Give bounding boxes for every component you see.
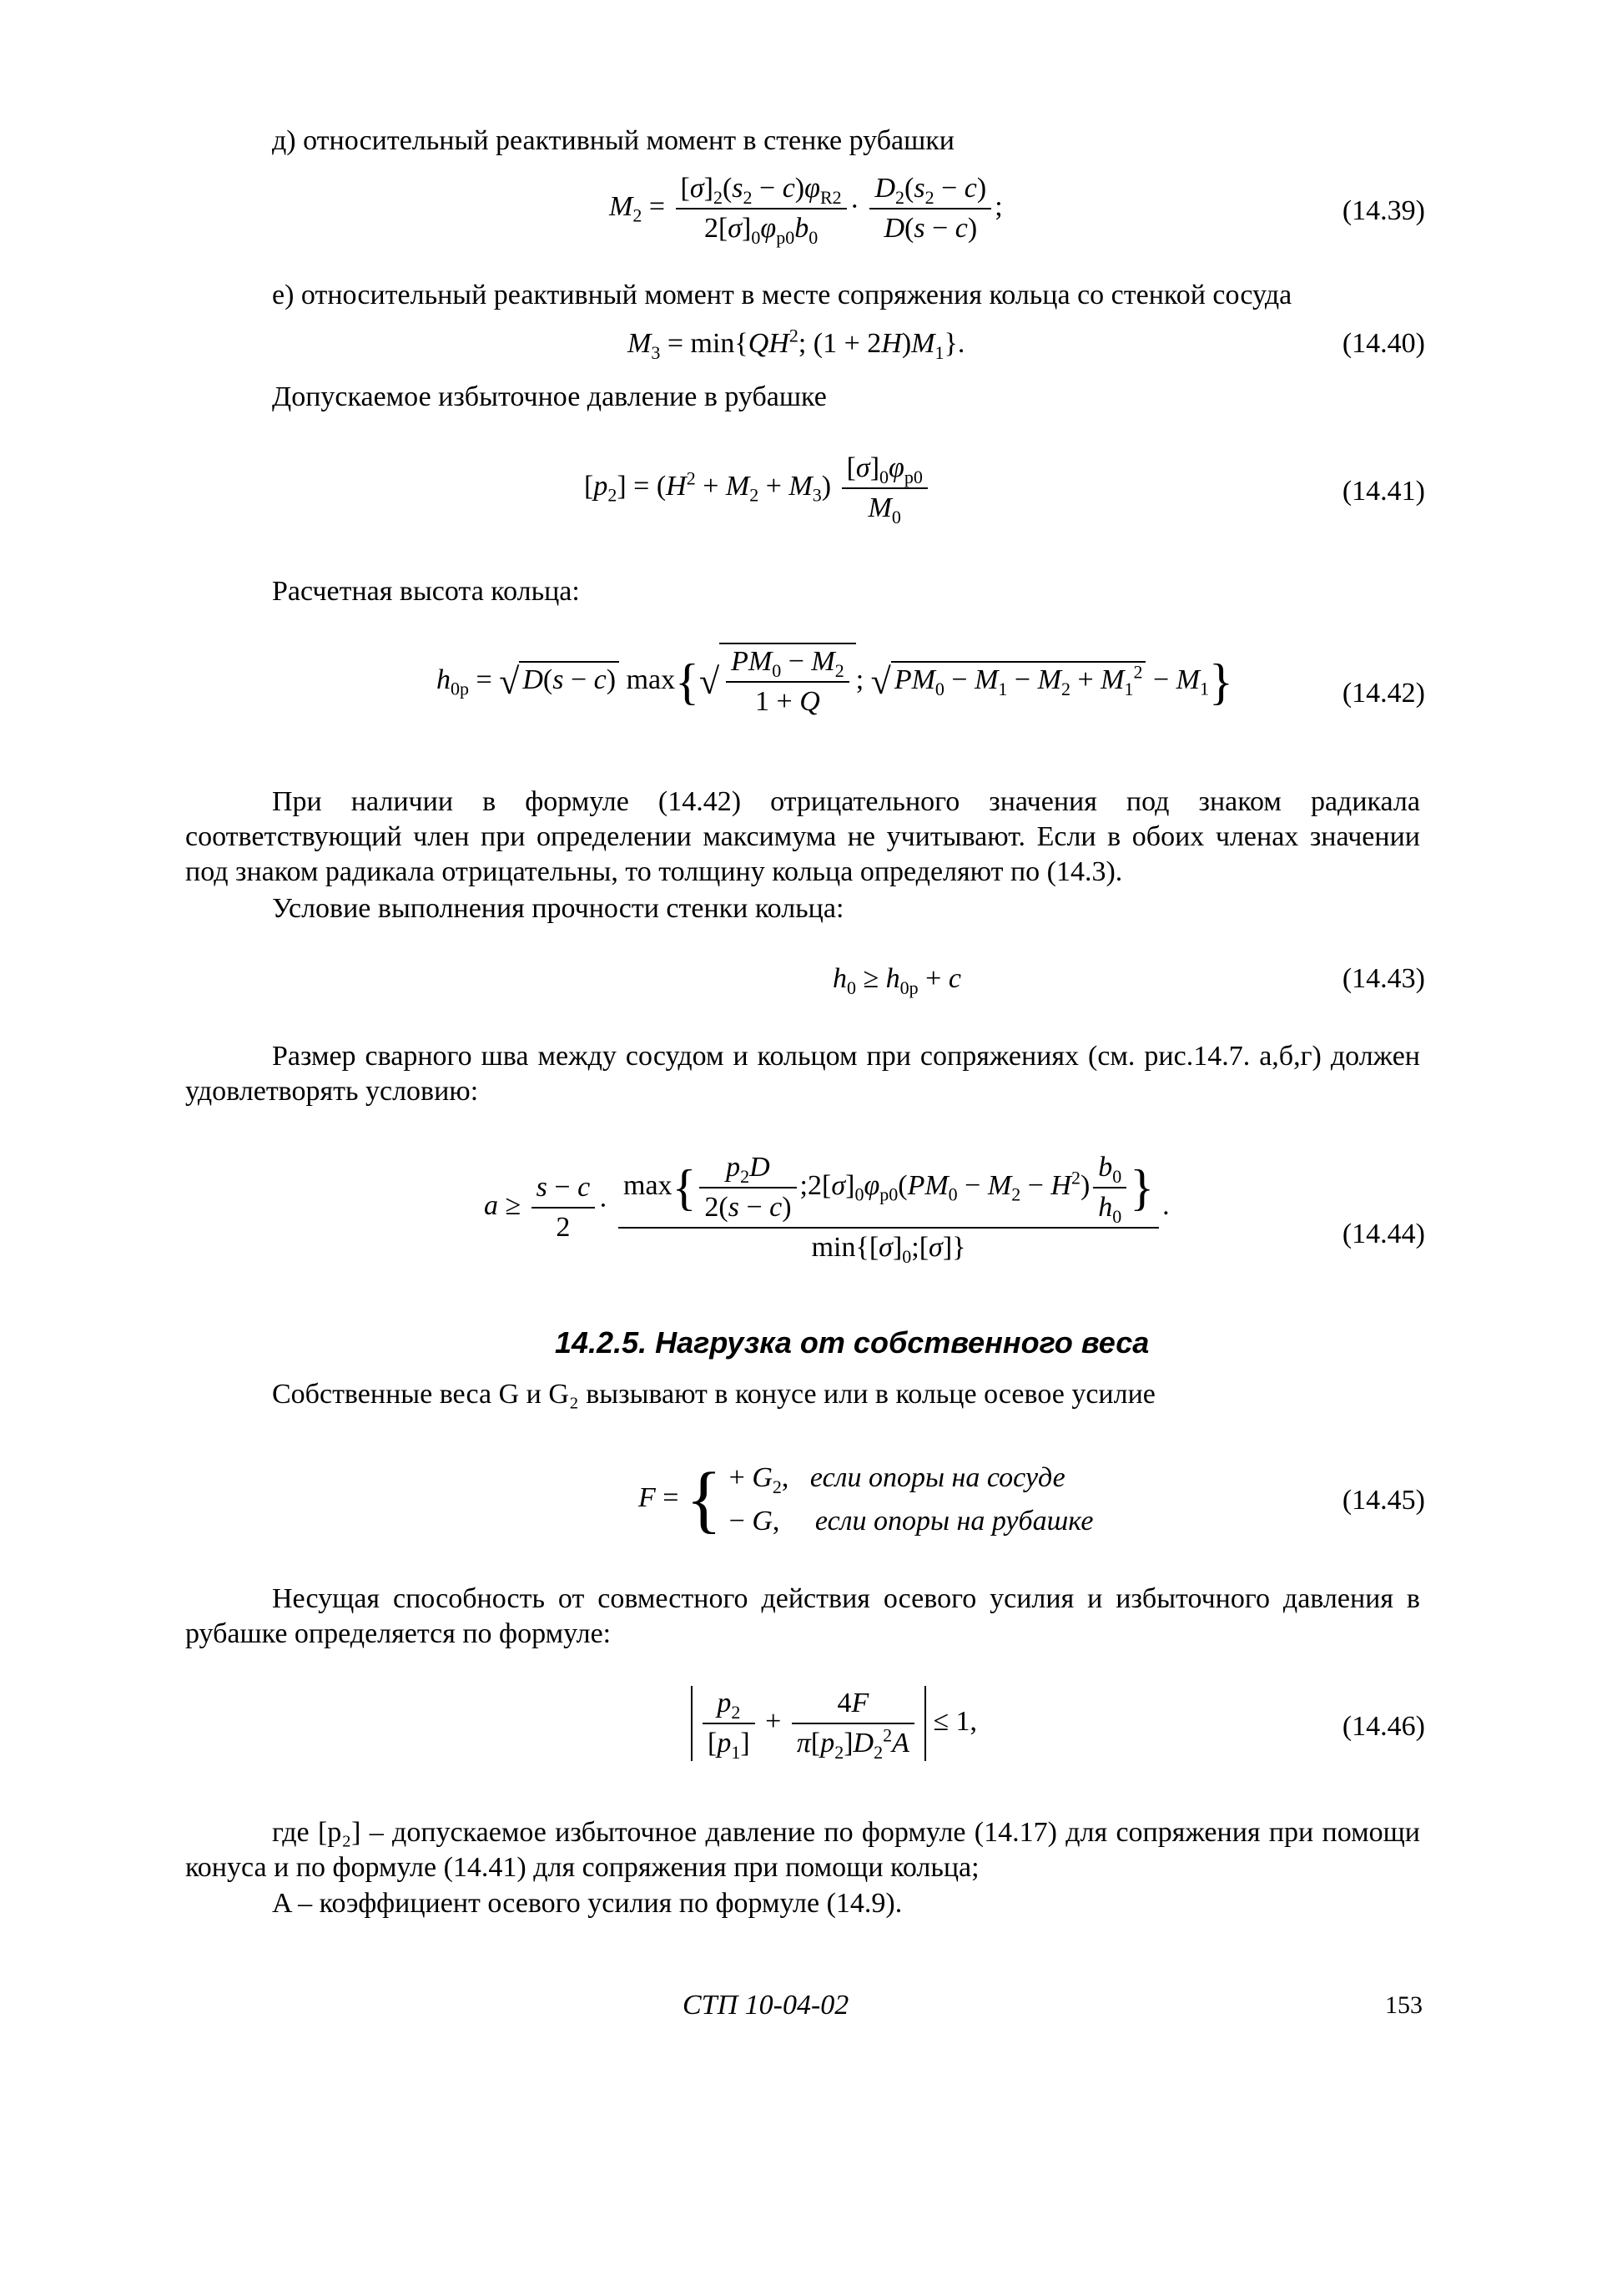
paragraph-moment-ring: е) относительный реактивный момент в месте сопряжения кольца со стенкой сосуда	[272, 280, 1292, 310]
paragraph-where-A: A – коэффициент осевого усилия по формуле (14.9).	[272, 1888, 903, 1919]
equation-number: (14.44)	[1342, 1219, 1425, 1249]
formula-case-vessel: если опоры на сосуде	[809, 1462, 1065, 1493]
equation-number: (14.43)	[1342, 963, 1425, 994]
footer-document-code: СТП 10-04-02	[683, 1990, 849, 2021]
paragraph-bearing-capacity: Несущая способность от совместного действия осевого усилия и избыточного давления в рубашке определяется по формуле:	[185, 1583, 1420, 1649]
paragraph-allowed-pressure: Допускаемое избыточное давление в рубашке	[272, 381, 827, 412]
equation-number: (14.40)	[1342, 328, 1425, 359]
equation-number: (14.42)	[1342, 678, 1425, 709]
paragraph-ring-height: Расчетная высота кольца:	[272, 576, 580, 607]
formula-case-jacket: если опоры на рубашке	[814, 1506, 1094, 1537]
equation-number: (14.46)	[1342, 1711, 1425, 1742]
paragraph-weld-size: Размер сварного шва между сосудом и кольцом при сопряжениях (см. рис.14.7. а,б,г) должен удовлетворять условию:	[185, 1041, 1420, 1107]
paragraph-negative-radicand: При наличии в формуле (14.42) отрицательного значения под знаком радикала соответствующий член при определении максимума не учитывают. Если в обоих членах значении под знаком радикала отрицательны, то толщину кольца определяют по (14.3).	[185, 786, 1420, 887]
formula-14-46: $\frac{p_2}{[p_1]}$ + $\frac{4F}{\pi[p_2]D_2^2A}$ ≤ 1,	[691, 1686, 977, 1761]
formula-14-39: $M_2$ = $\frac{[\sigma]_2(s_2 - c)\varphi_{R2}}{2[\sigma]_0\varphi_{p0}b_0}$ · $\frac{D_2(s_2 - c)}{D(s - c)}$ ;	[609, 173, 1003, 248]
equation-number: (14.41)	[1342, 476, 1425, 507]
equation-number: (14.39)	[1342, 195, 1425, 226]
paragraph-moment-jacket: д) относительный реактивный момент в стенке рубашки	[272, 125, 955, 156]
formula-14-41: $[p_2] = (H^2 + M_2 + M_3)$ $\frac{[\sigma]_0\varphi_{p0}}{M_0}$	[584, 451, 931, 526]
formula-14-42: $h_{0p}$ = √ D(s − c) max{√ $\frac{PM_0 - M_2}{1 + Q}$ ; √ $PM_0 - M_1 - M_2 + M_1^2 - M_1$}	[436, 643, 1233, 719]
paragraph-self-weights: Собственные веса G и G₂ вызывают в конусе или в кольце осевое усилие	[272, 1379, 1156, 1410]
paragraph-strength-condition: Условие выполнения прочности стенки кольца:	[272, 893, 844, 924]
formula-14-45: F = { + $G_2$, если опоры на сосуде − G, если опоры на рубашке	[638, 1458, 1094, 1541]
equation-number: (14.45)	[1342, 1485, 1425, 1516]
paragraph-where-p2: где [p₂] – допускаемое избыточное давление по формуле (14.17) для сопряжения при помощи конуса и по формуле (14.41) для сопряжения при помощи кольца;	[185, 1817, 1420, 1883]
section-heading: 14.2.5. Нагрузка от собственного веса	[555, 1325, 1150, 1360]
formula-14-44: a ≥ $\frac{s - c}{2}$ · max{ $\frac{p_2D}{2(s - c)}$ $;2[\sigma]_0\varphi_{p0}(PM_0 - M_2 - H^2)$ $\frac{b_0}{h_0}$ } $\min\{[\sigma]_0;[\sigma]\}$ .	[484, 1152, 1170, 1267]
formula-14-43: $h_0 \ge h_{0p} + c$	[833, 963, 961, 998]
footer-page-number: 153	[1385, 1991, 1423, 2019]
formula-14-40: $M_3 = \min\{QH^2$; $(1 + 2H)M_1$}.	[627, 325, 965, 363]
